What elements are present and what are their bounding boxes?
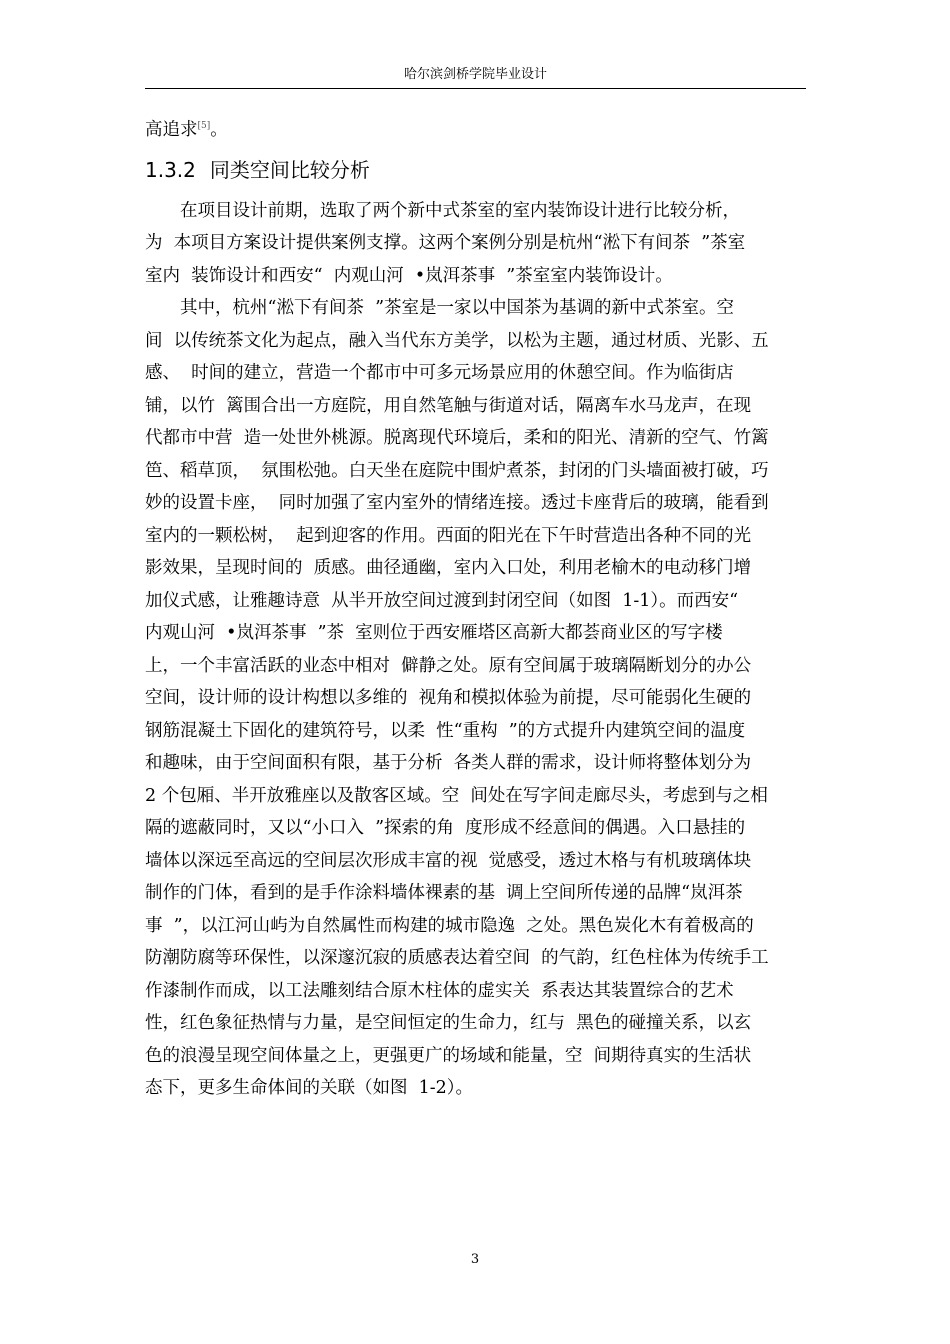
paragraph-line: 间 以传统茶文化为起点，融入当代东方美学，以松为主题，通过材质、光影、五 — [145, 330, 769, 351]
paragraph-line: 在项目设计前期，选取了两个新中式茶室的室内装饰设计进行比较分析， — [180, 200, 740, 221]
carry-over-text: 高追求 — [145, 120, 198, 140]
paragraph-line: 事 ”，以江河山屿为自然属性而构建的城市隐逸 之处。黑色炭化木有着极高的 — [145, 915, 754, 936]
section-title: 同类空间比较分析 — [209, 157, 370, 182]
running-header: 哈尔滨剑桥学院毕业设计 — [403, 67, 547, 82]
paragraph-line: 加仪式感，让雅趣诗意 从半开放空间过渡到封闭空间（如图 1-1）。而西安“ — [145, 590, 739, 611]
paragraph-line: 性，红色象征热情与力量，是空间恒定的生命力，红与 黑色的碰撞关系，以玄 — [145, 1013, 752, 1033]
paragraph-line: 上，一个丰富活跃的业态中相对 僻静之处。原有空间属于玻璃隔断划分的办公 — [145, 655, 752, 676]
paragraph-line: 铺，以竹 篱围合出一方庭院，用自然笔触与街道对话，隔离车水马龙声，在现 — [145, 395, 752, 416]
carry-over-line — [145, 114, 813, 147]
paragraph-line: 态下，更多生命体间的关联（如图 1-2）。 — [145, 1078, 474, 1098]
paragraph-line: 内观山河 •岚洱茶事 ”茶 室则位于西安雁塔区高新大都荟商业区的写字楼 — [145, 623, 723, 643]
paragraph-line: 作漆制作而成，以工法雕刻结合原木柱体的虚实关 系表达其装置综合的艺术 — [145, 980, 734, 1001]
paragraph-line: 笆、稻草顶， 氛围松弛。白天坐在庭院中围炉煮茶，封闭的门头墙面被打破，巧 — [145, 460, 769, 481]
paragraph-line: 钢筋混凝土下固化的建筑符号，以柔 性“重构 ”的方式提升内建筑空间的温度 — [145, 720, 746, 741]
section-number: 1.3.2 — [145, 157, 196, 182]
header-rule — [145, 88, 806, 89]
paragraph-line: 代都市中营 造一处世外桃源。脱离现代环境后，柔和的阳光、清新的空气、竹篱 — [145, 428, 769, 448]
paragraph-line: 2 个包厢、半开放雅座以及散客区域。空 间处在写字间走廊尽头，考虑到与之相 — [145, 785, 768, 806]
paragraph-line: 色的浪漫呈现空间体量之上，更强更广的场域和能量，空 间期待真实的生活状 — [145, 1045, 752, 1066]
paragraph-line: 室内的一颗松树， 起到迎客的作用。西面的阳光在下午时营造出各种不同的光 — [145, 525, 752, 546]
paragraph-line: 空间，设计师的设计构想以多维的 视角和模拟体验为前提，尽可能弱化生硬的 — [145, 688, 752, 708]
paragraph-line: 和趣味，由于空间面积有限，基于分析 各类人群的需求，设计师将整体划分为 — [145, 753, 752, 773]
paragraph-line: 室内 装饰设计和西安“ 内观山河 •岚洱茶事 ”茶室室内装饰设计。 — [145, 265, 673, 286]
page-content — [145, 114, 813, 1105]
paragraph-line: 防潮防腐等环保性，以深邃沉寂的质感表达着空间 的气韵，红色柱体为传统手工 — [145, 948, 769, 968]
paragraph-line: 为 本项目方案设计提供案例支撑。这两个案例分别是杭州“淞下有间茶 ”茶室 — [145, 233, 746, 253]
paragraph-line: 影效果，呈现时间的 质感。曲径通幽，室内入口处，利用老榆木的电动移门增 — [145, 558, 752, 578]
reference-marker: [5] — [197, 121, 211, 132]
paragraph-line: 隔的遮蔽同时，又以“小口入 ”探索的角 度形成不经意间的偶遇。入口悬挂的 — [145, 818, 746, 838]
paragraph-line: 墙体以深远至高远的空间层次形成丰富的视 觉感受，透过木格与有机玻璃体块 — [145, 850, 752, 871]
section-heading — [145, 155, 813, 185]
paragraph-line: 妙的设置卡座， 同时加强了室内室外的情绪连接。透过卡座背后的玻璃，能看到 — [145, 493, 769, 513]
paragraph-line: 其中，杭州“淞下有间茶 ”茶室是一家以中国茶为基调的新中式茶室。空 — [180, 298, 735, 318]
page-number: 3 — [470, 1252, 480, 1267]
paragraph-2 — [145, 292, 813, 1105]
paragraph-line: 制作的门体，看到的是手作涂料墙体裸素的基 调上空间所传递的品牌“岚洱茶 — [145, 883, 743, 903]
paragraph-line: 感、 时间的建立，营造一个都市中可多元场景应用的休憩空间。作为临街店 — [145, 363, 734, 383]
paragraph-1 — [145, 195, 813, 293]
carry-over-end: 。 — [210, 120, 228, 140]
